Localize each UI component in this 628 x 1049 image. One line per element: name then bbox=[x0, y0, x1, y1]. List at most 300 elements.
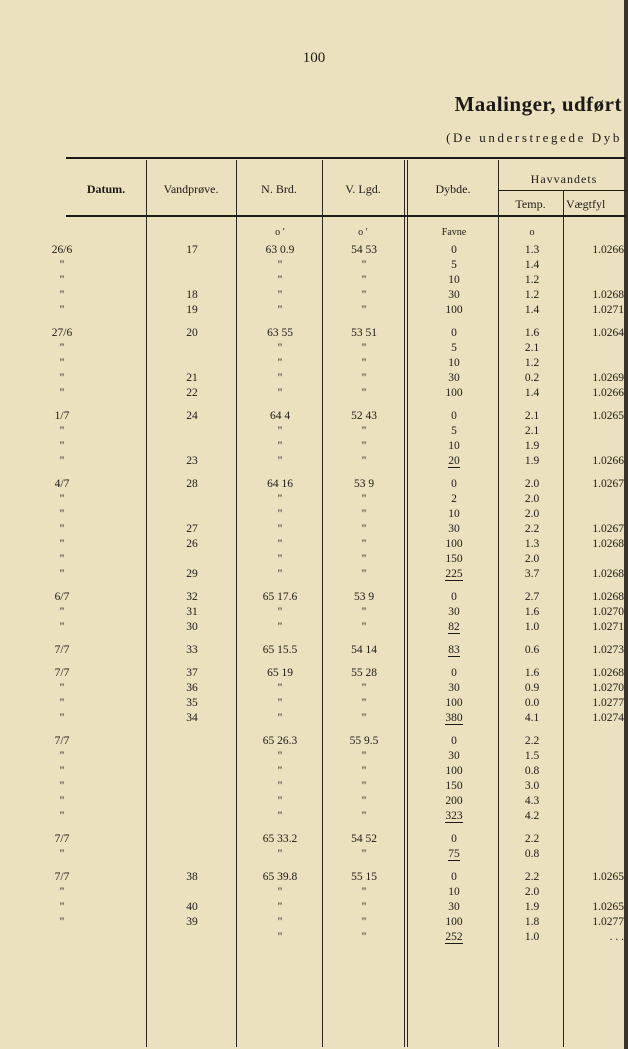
vlgd-cell: " bbox=[361, 523, 367, 535]
table-row bbox=[0, 243, 628, 258]
vaegtfylde-cell: 1.0271 bbox=[592, 304, 624, 316]
temp-cell: 2.2 bbox=[524, 833, 540, 845]
dybde-cell bbox=[410, 643, 498, 658]
nbrd-cell: 64 4 bbox=[269, 410, 291, 422]
vlgd-cell: " bbox=[361, 508, 367, 520]
vlgd-cell: 53 9 bbox=[353, 478, 375, 490]
dybde-cell: 5 bbox=[451, 342, 457, 354]
temp-cell: 4.3 bbox=[524, 795, 540, 807]
table-row bbox=[0, 477, 628, 492]
datum-cell: " bbox=[59, 372, 65, 384]
table-row bbox=[0, 386, 628, 401]
nbrd-cell: " bbox=[277, 621, 283, 633]
vlgd-cell: " bbox=[361, 372, 367, 384]
temp-cell: 1.6 bbox=[524, 606, 540, 618]
underlined-depth: 252 bbox=[445, 931, 463, 943]
table-row bbox=[0, 696, 628, 711]
vandprove-cell: 29 bbox=[186, 568, 198, 580]
header-temp: Temp. bbox=[515, 197, 546, 211]
table-row bbox=[0, 424, 628, 439]
dybde-cell: 150 bbox=[445, 780, 463, 792]
vlgd-cell: 54 52 bbox=[351, 833, 377, 845]
underlined-depth: 323 bbox=[445, 810, 463, 822]
temp-cell: 3.0 bbox=[524, 780, 540, 792]
vlgd-cell: 55 28 bbox=[351, 667, 377, 679]
underlined-depth: 225 bbox=[445, 568, 463, 580]
dybde-cell bbox=[410, 847, 498, 862]
vandprove-cell: 37 bbox=[186, 667, 198, 679]
datum-cell: " bbox=[59, 425, 65, 437]
temp-cell: 1.9 bbox=[524, 455, 540, 467]
vlgd-cell: " bbox=[361, 493, 367, 505]
table-row bbox=[0, 734, 628, 749]
vlgd-cell: " bbox=[361, 259, 367, 271]
dybde-cell: 0 bbox=[451, 735, 457, 747]
vandprove-cell: 40 bbox=[186, 901, 198, 913]
underlined-depth: 20 bbox=[448, 455, 460, 467]
dybde-cell: 30 bbox=[448, 750, 460, 762]
temp-cell: 2.0 bbox=[524, 493, 540, 505]
datum-cell: " bbox=[59, 621, 65, 633]
table-row bbox=[0, 288, 628, 303]
dybde-cell: 200 bbox=[445, 795, 463, 807]
temp-cell: 3.7 bbox=[524, 568, 540, 580]
vlgd-cell: 52 43 bbox=[351, 410, 377, 422]
nbrd-cell: " bbox=[277, 795, 283, 807]
temp-cell: 1.4 bbox=[524, 304, 540, 316]
table-row bbox=[0, 643, 628, 658]
vaegtfylde-cell: 1.0270 bbox=[592, 606, 624, 618]
datum-cell: " bbox=[59, 508, 65, 520]
vlgd-cell: 53 51 bbox=[351, 327, 377, 339]
vandprove-cell: 24 bbox=[186, 410, 198, 422]
vlgd-cell: " bbox=[361, 425, 367, 437]
page-number: 100 bbox=[302, 50, 326, 66]
datum-cell: 1/7 bbox=[54, 410, 70, 422]
datum-cell: " bbox=[59, 750, 65, 762]
datum-cell: " bbox=[59, 780, 65, 792]
temp-cell: 1.0 bbox=[524, 621, 540, 633]
vandprove-cell: 26 bbox=[186, 538, 198, 550]
dybde-cell: 5 bbox=[451, 425, 457, 437]
table-row bbox=[0, 779, 628, 794]
underlined-depth: 83 bbox=[448, 644, 460, 656]
table-row bbox=[0, 492, 628, 507]
vlgd-cell: " bbox=[361, 440, 367, 452]
vlgd-cell: " bbox=[361, 916, 367, 928]
vlgd-cell: " bbox=[361, 357, 367, 369]
nbrd-cell: " bbox=[277, 780, 283, 792]
dybde-cell: 10 bbox=[448, 508, 460, 520]
table-row bbox=[0, 507, 628, 522]
nbrd-cell: 65 33.2 bbox=[262, 833, 298, 845]
datum-cell: 7/7 bbox=[54, 833, 70, 845]
datum-cell: " bbox=[59, 795, 65, 807]
table-row bbox=[0, 847, 628, 862]
nbrd-cell: " bbox=[277, 810, 283, 822]
table-row bbox=[0, 371, 628, 386]
header-nbrd: N. Brd. bbox=[261, 182, 297, 196]
vandprove-cell: 34 bbox=[186, 712, 198, 724]
vaegtfylde-cell: 1.0266 bbox=[592, 244, 624, 256]
dybde-cell bbox=[410, 567, 498, 582]
nbrd-cell: " bbox=[277, 916, 283, 928]
datum-cell: " bbox=[59, 538, 65, 550]
vandprove-cell: 17 bbox=[186, 244, 198, 256]
dybde-cell: 0 bbox=[451, 327, 457, 339]
dybde-cell: 10 bbox=[448, 440, 460, 452]
vaegtfylde-cell: 1.0268 bbox=[592, 667, 624, 679]
vandprove-cell: 27 bbox=[186, 523, 198, 535]
datum-cell: 26/6 bbox=[51, 244, 73, 256]
vaegtfylde-cell: 1.0273 bbox=[592, 644, 624, 656]
dybde-cell: 0 bbox=[451, 667, 457, 679]
dybde-cell: 30 bbox=[448, 372, 460, 384]
vaegtfylde-cell: 1.0267 bbox=[592, 478, 624, 490]
dybde-cell: 10 bbox=[448, 274, 460, 286]
datum-cell: " bbox=[59, 553, 65, 565]
temp-cell: 1.6 bbox=[524, 667, 540, 679]
vandprove-cell: 20 bbox=[186, 327, 198, 339]
datum-cell: " bbox=[59, 259, 65, 271]
temp-cell: 1.4 bbox=[524, 259, 540, 271]
nbrd-cell: 65 19 bbox=[267, 667, 293, 679]
dybde-cell: 100 bbox=[445, 916, 463, 928]
dybde-cell: 0 bbox=[451, 871, 457, 883]
vaegtfylde-cell: 1.0268 bbox=[592, 289, 624, 301]
nbrd-cell: " bbox=[277, 886, 283, 898]
datum-cell: " bbox=[59, 387, 65, 399]
table-row bbox=[0, 915, 628, 930]
vandprove-cell: 32 bbox=[186, 591, 198, 603]
temp-cell: 1.5 bbox=[524, 750, 540, 762]
vlgd-cell: " bbox=[361, 795, 367, 807]
vandprove-cell: 36 bbox=[186, 682, 198, 694]
dybde-cell: 30 bbox=[448, 523, 460, 535]
datum-cell: " bbox=[59, 568, 65, 580]
page-title: Maalinger, udført bbox=[454, 92, 622, 116]
temp-cell: 2.0 bbox=[524, 478, 540, 490]
nbrd-cell: " bbox=[277, 304, 283, 316]
dybde-cell: 30 bbox=[448, 289, 460, 301]
nbrd-cell: 64 16 bbox=[267, 478, 293, 490]
dybde-cell: 10 bbox=[448, 357, 460, 369]
vaegtfylde-cell: 1.0277 bbox=[592, 697, 624, 709]
vaegtfylde-cell: 1.0269 bbox=[592, 372, 624, 384]
temp-cell: 0.9 bbox=[524, 682, 540, 694]
temp-cell: 0.0 bbox=[524, 697, 540, 709]
table-row bbox=[0, 454, 628, 469]
vaegtfylde-cell: 1.0271 bbox=[592, 621, 624, 633]
vlgd-cell: 55 9.5 bbox=[349, 735, 379, 747]
temp-cell: 4.2 bbox=[524, 810, 540, 822]
datum-cell: " bbox=[59, 916, 65, 928]
temp-cell: 2.0 bbox=[524, 508, 540, 520]
vlgd-cell: " bbox=[361, 538, 367, 550]
vaegtfylde-cell: 1.0267 bbox=[592, 523, 624, 535]
vaegtfylde-cell: 1.0265 bbox=[592, 410, 624, 422]
dybde-cell: 2 bbox=[451, 493, 457, 505]
nbrd-cell: " bbox=[277, 848, 283, 860]
temp-cell: 2.0 bbox=[524, 553, 540, 565]
temp-cell: 1.6 bbox=[524, 327, 540, 339]
vlgd-cell: " bbox=[361, 621, 367, 633]
dybde-cell bbox=[410, 930, 498, 945]
temp-cell: 1.9 bbox=[524, 901, 540, 913]
vaegtfylde-cell: 1.0277 bbox=[592, 916, 624, 928]
vandprove-cell: 18 bbox=[186, 289, 198, 301]
nbrd-cell: " bbox=[277, 440, 283, 452]
table-header-rule bbox=[66, 215, 626, 217]
temp-cell: 0.2 bbox=[524, 372, 540, 384]
unit-nbrd: o ′ bbox=[275, 227, 285, 238]
vlgd-cell: " bbox=[361, 750, 367, 762]
table-top-rule bbox=[66, 157, 626, 159]
vlgd-cell: " bbox=[361, 712, 367, 724]
vandprove-cell: 23 bbox=[186, 455, 198, 467]
datum-cell: " bbox=[59, 886, 65, 898]
temp-cell: 4.1 bbox=[524, 712, 540, 724]
unit-dybde: Favne bbox=[441, 227, 467, 238]
vandprove-cell: 19 bbox=[186, 304, 198, 316]
datum-cell: " bbox=[59, 342, 65, 354]
temp-cell: 2.1 bbox=[524, 342, 540, 354]
nbrd-cell: " bbox=[277, 712, 283, 724]
vlgd-cell: " bbox=[361, 274, 367, 286]
dybde-cell: 0 bbox=[451, 410, 457, 422]
datum-cell: " bbox=[59, 848, 65, 860]
datum-cell: " bbox=[59, 765, 65, 777]
vaegtfylde-cell: 1.0274 bbox=[592, 712, 624, 724]
temp-cell: 1.9 bbox=[524, 440, 540, 452]
vlgd-cell: " bbox=[361, 765, 367, 777]
temp-cell: 0.8 bbox=[524, 848, 540, 860]
nbrd-cell: " bbox=[277, 274, 283, 286]
vlgd-cell: 54 53 bbox=[351, 244, 377, 256]
table-row bbox=[0, 303, 628, 318]
temp-cell: 1.3 bbox=[524, 244, 540, 256]
dybde-cell: 100 bbox=[445, 387, 463, 399]
temp-cell: 1.3 bbox=[524, 538, 540, 550]
table-row bbox=[0, 567, 628, 582]
dybde-cell: 0 bbox=[451, 478, 457, 490]
table-row bbox=[0, 809, 628, 824]
vandprove-cell: 33 bbox=[186, 644, 198, 656]
datum-cell: " bbox=[59, 606, 65, 618]
dybde-cell bbox=[410, 620, 498, 635]
nbrd-cell: 65 17.6 bbox=[262, 591, 298, 603]
table-row bbox=[0, 537, 628, 552]
vlgd-cell: " bbox=[361, 682, 367, 694]
nbrd-cell: 63 55 bbox=[267, 327, 293, 339]
vandprove-cell: 35 bbox=[186, 697, 198, 709]
nbrd-cell: " bbox=[277, 425, 283, 437]
datum-cell: 4/7 bbox=[54, 478, 70, 490]
dybde-cell bbox=[410, 809, 498, 824]
temp-cell: 2.0 bbox=[524, 886, 540, 898]
temp-cell: 1.2 bbox=[524, 357, 540, 369]
table-row bbox=[0, 794, 628, 809]
datum-cell: " bbox=[59, 304, 65, 316]
header-vandprove: Vandprøve. bbox=[163, 182, 219, 196]
datum-cell: 7/7 bbox=[54, 644, 70, 656]
vaegtfylde-cell: 1.0270 bbox=[592, 682, 624, 694]
vlgd-cell: " bbox=[361, 780, 367, 792]
temp-cell: 1.4 bbox=[524, 387, 540, 399]
temp-cell: 1.2 bbox=[524, 274, 540, 286]
table-row bbox=[0, 522, 628, 537]
vaegtfylde-cell: 1.0268 bbox=[592, 538, 624, 550]
dybde-cell: 100 bbox=[445, 697, 463, 709]
nbrd-cell: " bbox=[277, 372, 283, 384]
temp-cell: 2.7 bbox=[524, 591, 540, 603]
vlgd-cell: " bbox=[361, 810, 367, 822]
datum-cell: " bbox=[59, 440, 65, 452]
vaegtfylde-cell: 1.0264 bbox=[592, 327, 624, 339]
nbrd-cell: " bbox=[277, 606, 283, 618]
header-vaegtfylde: Vægtfyl bbox=[566, 197, 606, 211]
vlgd-cell: " bbox=[361, 606, 367, 618]
datum-cell: " bbox=[59, 712, 65, 724]
dybde-cell: 30 bbox=[448, 606, 460, 618]
vlgd-cell: " bbox=[361, 304, 367, 316]
vaegtfylde-cell: 1.0268 bbox=[592, 591, 624, 603]
dybde-cell: 0 bbox=[451, 244, 457, 256]
vandprove-cell: 21 bbox=[186, 372, 198, 384]
header-vlgd: V. Lgd. bbox=[345, 182, 381, 196]
vaegtfylde-cell: 1.0266 bbox=[592, 387, 624, 399]
nbrd-cell: " bbox=[277, 931, 283, 943]
unit-vlgd: o ′ bbox=[358, 227, 368, 238]
nbrd-cell: " bbox=[277, 682, 283, 694]
temp-cell: 2.2 bbox=[524, 523, 540, 535]
vlgd-cell: " bbox=[361, 342, 367, 354]
dybde-cell: 100 bbox=[445, 304, 463, 316]
vaegtfylde-cell: 1.0266 bbox=[592, 455, 624, 467]
dybde-cell bbox=[410, 711, 498, 726]
dybde-cell: 30 bbox=[448, 901, 460, 913]
datum-cell: 7/7 bbox=[54, 667, 70, 679]
table-row bbox=[0, 605, 628, 620]
dybde-cell: 0 bbox=[451, 833, 457, 845]
temp-cell: 2.2 bbox=[524, 735, 540, 747]
temp-cell: 0.8 bbox=[524, 765, 540, 777]
nbrd-cell: " bbox=[277, 289, 283, 301]
header-datum: Datum. bbox=[86, 182, 126, 196]
nbrd-cell: " bbox=[277, 568, 283, 580]
underlined-depth: 82 bbox=[448, 621, 460, 633]
table-row bbox=[0, 666, 628, 681]
dybde-cell: 30 bbox=[448, 682, 460, 694]
table-row bbox=[0, 930, 628, 945]
vandprove-cell: 39 bbox=[186, 916, 198, 928]
temp-cell: 2.2 bbox=[524, 871, 540, 883]
vaegtfylde-cell: . . . bbox=[609, 931, 624, 943]
table-row bbox=[0, 590, 628, 605]
nbrd-cell: " bbox=[277, 357, 283, 369]
nbrd-cell: " bbox=[277, 455, 283, 467]
vandprove-cell: 38 bbox=[186, 871, 198, 883]
header-dybde: Dybde. bbox=[435, 182, 471, 196]
datum-cell: 7/7 bbox=[54, 871, 70, 883]
temp-cell: 1.2 bbox=[524, 289, 540, 301]
table-row bbox=[0, 273, 628, 288]
datum-cell: " bbox=[59, 455, 65, 467]
vlgd-cell: " bbox=[361, 931, 367, 943]
unit-temp: o bbox=[529, 227, 535, 238]
vlgd-cell: " bbox=[361, 553, 367, 565]
table-row bbox=[0, 900, 628, 915]
temp-cell: 0.6 bbox=[524, 644, 540, 656]
datum-cell: " bbox=[59, 697, 65, 709]
table-row bbox=[0, 832, 628, 847]
dybde-cell: 100 bbox=[445, 538, 463, 550]
table-row bbox=[0, 552, 628, 567]
vlgd-cell: 53 9 bbox=[353, 591, 375, 603]
table-row bbox=[0, 341, 628, 356]
dybde-cell: 10 bbox=[448, 886, 460, 898]
table-row bbox=[0, 620, 628, 635]
nbrd-cell: " bbox=[277, 553, 283, 565]
vlgd-cell: " bbox=[361, 289, 367, 301]
dybde-cell: 100 bbox=[445, 765, 463, 777]
table-row bbox=[0, 711, 628, 726]
vlgd-cell: " bbox=[361, 901, 367, 913]
table-row bbox=[0, 764, 628, 779]
nbrd-cell: " bbox=[277, 387, 283, 399]
datum-cell: 27/6 bbox=[51, 327, 73, 339]
dybde-cell: 5 bbox=[451, 259, 457, 271]
vaegtfylde-cell: 1.0265 bbox=[592, 871, 624, 883]
temp-cell: 2.1 bbox=[524, 425, 540, 437]
table-row bbox=[0, 439, 628, 454]
vlgd-cell: " bbox=[361, 886, 367, 898]
havvandets-subrule bbox=[498, 190, 626, 191]
table-row bbox=[0, 356, 628, 371]
underlined-depth: 380 bbox=[445, 712, 463, 724]
vlgd-cell: 55 15 bbox=[351, 871, 377, 883]
nbrd-cell: " bbox=[277, 259, 283, 271]
table-row bbox=[0, 870, 628, 885]
vandprove-cell: 30 bbox=[186, 621, 198, 633]
nbrd-cell: 65 26.3 bbox=[262, 735, 298, 747]
vlgd-cell: " bbox=[361, 387, 367, 399]
nbrd-cell: " bbox=[277, 765, 283, 777]
table-row bbox=[0, 885, 628, 900]
dybde-cell: 150 bbox=[445, 553, 463, 565]
datum-cell: " bbox=[59, 357, 65, 369]
nbrd-cell: " bbox=[277, 697, 283, 709]
page-subtitle: (De understregede Dyb bbox=[446, 130, 622, 145]
temp-cell: 1.8 bbox=[524, 916, 540, 928]
vlgd-cell: " bbox=[361, 848, 367, 860]
vlgd-cell: " bbox=[361, 568, 367, 580]
vlgd-cell: 54 14 bbox=[351, 644, 377, 656]
header-havvandets: Havvandets bbox=[530, 172, 598, 186]
datum-cell: 7/7 bbox=[54, 735, 70, 747]
nbrd-cell: " bbox=[277, 523, 283, 535]
vaegtfylde-cell: 1.0265 bbox=[592, 901, 624, 913]
nbrd-cell: " bbox=[277, 508, 283, 520]
vandprove-cell: 28 bbox=[186, 478, 198, 490]
nbrd-cell: 65 15.5 bbox=[262, 644, 298, 656]
vlgd-cell: " bbox=[361, 697, 367, 709]
temp-cell: 1.0 bbox=[524, 931, 540, 943]
nbrd-cell: " bbox=[277, 750, 283, 762]
datum-cell: 6/7 bbox=[54, 591, 70, 603]
dybde-cell: 0 bbox=[451, 591, 457, 603]
datum-cell: " bbox=[59, 493, 65, 505]
